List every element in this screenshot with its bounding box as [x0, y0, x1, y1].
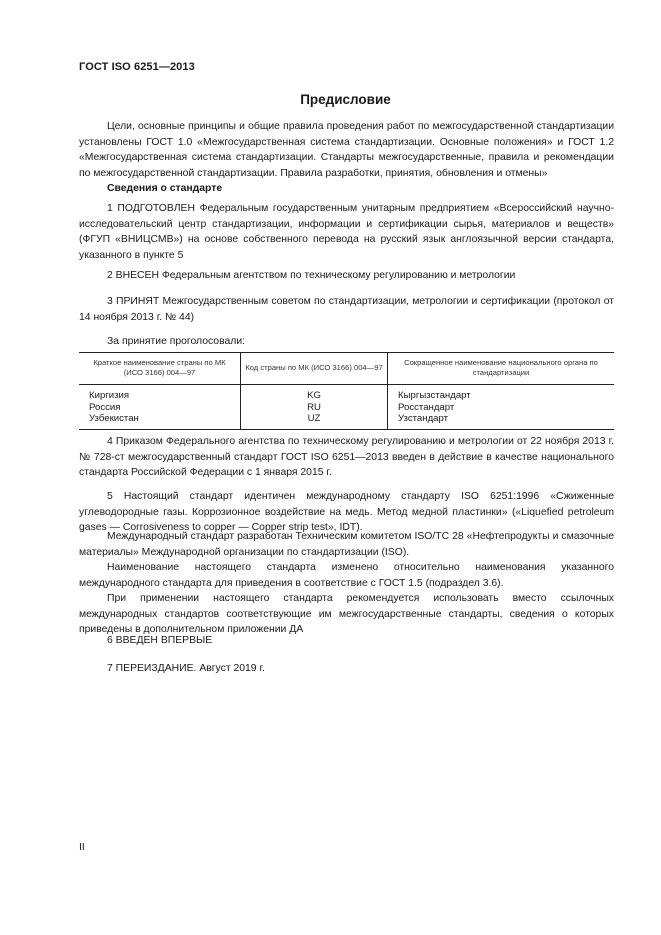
item-4-paragraph: 4 Приказом Федерального агентства по техническому регулированию и метрологии от 22 ноября 2013 г. № 728-ст межгосударственный стандарт ГОСТ ISO 6251—2013 введен в действие в качестве национального стандарта Российской Федерации с 1 января 2015 г.	[79, 436, 614, 478]
document-code-header: ГОСТ ISO 6251—2013	[79, 61, 195, 73]
table-cell-country: Узбекистан	[79, 413, 241, 429]
item-5-committee-paragraph: Международный стандарт разработан Техническим комитетом ISO/TC 28 «Нефтепродукты и смазочные материалы» Международной организации по стандартизации (ISO).	[79, 531, 614, 558]
table-header-code: Код страны по МК (ИСО 3166) 004—97	[241, 353, 388, 385]
table-cell-code: RU	[241, 402, 388, 414]
page-number: II	[79, 842, 85, 853]
item-5-title-change-paragraph: Наименование настоящего стандарта изменено относительно наименования указанного международного стандарта для приведения в соответствие с ГОСТ 1.5 (подраздел 3.6).	[79, 562, 614, 589]
table-cell-body: Росстандарт	[388, 402, 615, 414]
table-header-row	[79, 353, 614, 385]
table-cell-code: KG	[241, 385, 388, 402]
table-cell-country: Киргизия	[89, 390, 130, 401]
voted-label: За принятие проголосовали:	[107, 336, 246, 347]
table-row	[79, 402, 614, 414]
table-cell-country: Россия	[89, 401, 121, 413]
item-3-paragraph: 3 ПРИНЯТ Межгосударственным советом по стандартизации, метрологии и сертификации (протокол от 14 ноября 2013 г. № 44)	[79, 296, 614, 323]
voting-countries-table	[79, 352, 614, 430]
table-header-body: Сокращенное наименование национального органа по стандартизации	[388, 353, 615, 385]
table-cell-body: Кыргызстандарт	[388, 385, 615, 402]
item-1-paragraph: 1 ПОДГОТОВЛЕН Федеральным государственным унитарным предприятием «Всероссийский научно-исследовательский центр стандартизации, информации и сертификации сырья, материалов и веществ» (ФГУП «ВНИЦСМВ») на основе собственного перевода на русский язык англоязычной версии стандарта, указанного в пункте 5	[79, 203, 614, 261]
table-cell-body: Узстандарт	[388, 413, 615, 429]
intro-paragraph: Цели, основные принципы и общие правила проведения работ по межгосударственной стандартизации установлены ГОСТ 1.0 «Межгосударственная система стандартизации. Основные положения» и ГОСТ 1.2 «Межгосударственная система стандартизации. Стандарты межгосударственные, правила и рекомендации по межгосударственной стандартизации. Правила разработки, принятия, обновления и отмены»	[79, 121, 614, 179]
item-7-paragraph: 7 ПЕРЕИЗДАНИЕ. Август 2019 г.	[107, 663, 265, 674]
table-header-country: Краткое наименование страны по МК (ИСО 3166) 004—97	[79, 353, 241, 385]
table-row	[79, 413, 614, 429]
item-5-references-paragraph: При применении настоящего стандарта рекомендуется использовать вместо ссылочных международных стандартов соответствующие им межгосударственные стандарты, сведения о которых приведены в дополнительном приложении ДА	[79, 593, 614, 635]
item-5-paragraph: 5 Настоящий стандарт идентичен международному стандарту ISO 6251:1996 «Сжиженные углеводородные газы. Коррозионное воздействие на медь. Метод медной пластинки» («Liquefied petroleum gases — Corrosiveness to copper — Copper strip test», IDT).	[79, 491, 614, 533]
page-title: Предисловие	[300, 92, 391, 107]
item-6-paragraph: 6 ВВЕДЕН ВПЕРВЫЕ	[107, 635, 213, 646]
item-2-paragraph: 2 ВНЕСЕН Федеральным агентством по техническому регулированию и метрологии	[107, 270, 516, 281]
table-cell-code: UZ	[241, 413, 388, 429]
section-heading-info: Сведения о стандарте	[107, 183, 223, 194]
table-row	[79, 385, 614, 402]
